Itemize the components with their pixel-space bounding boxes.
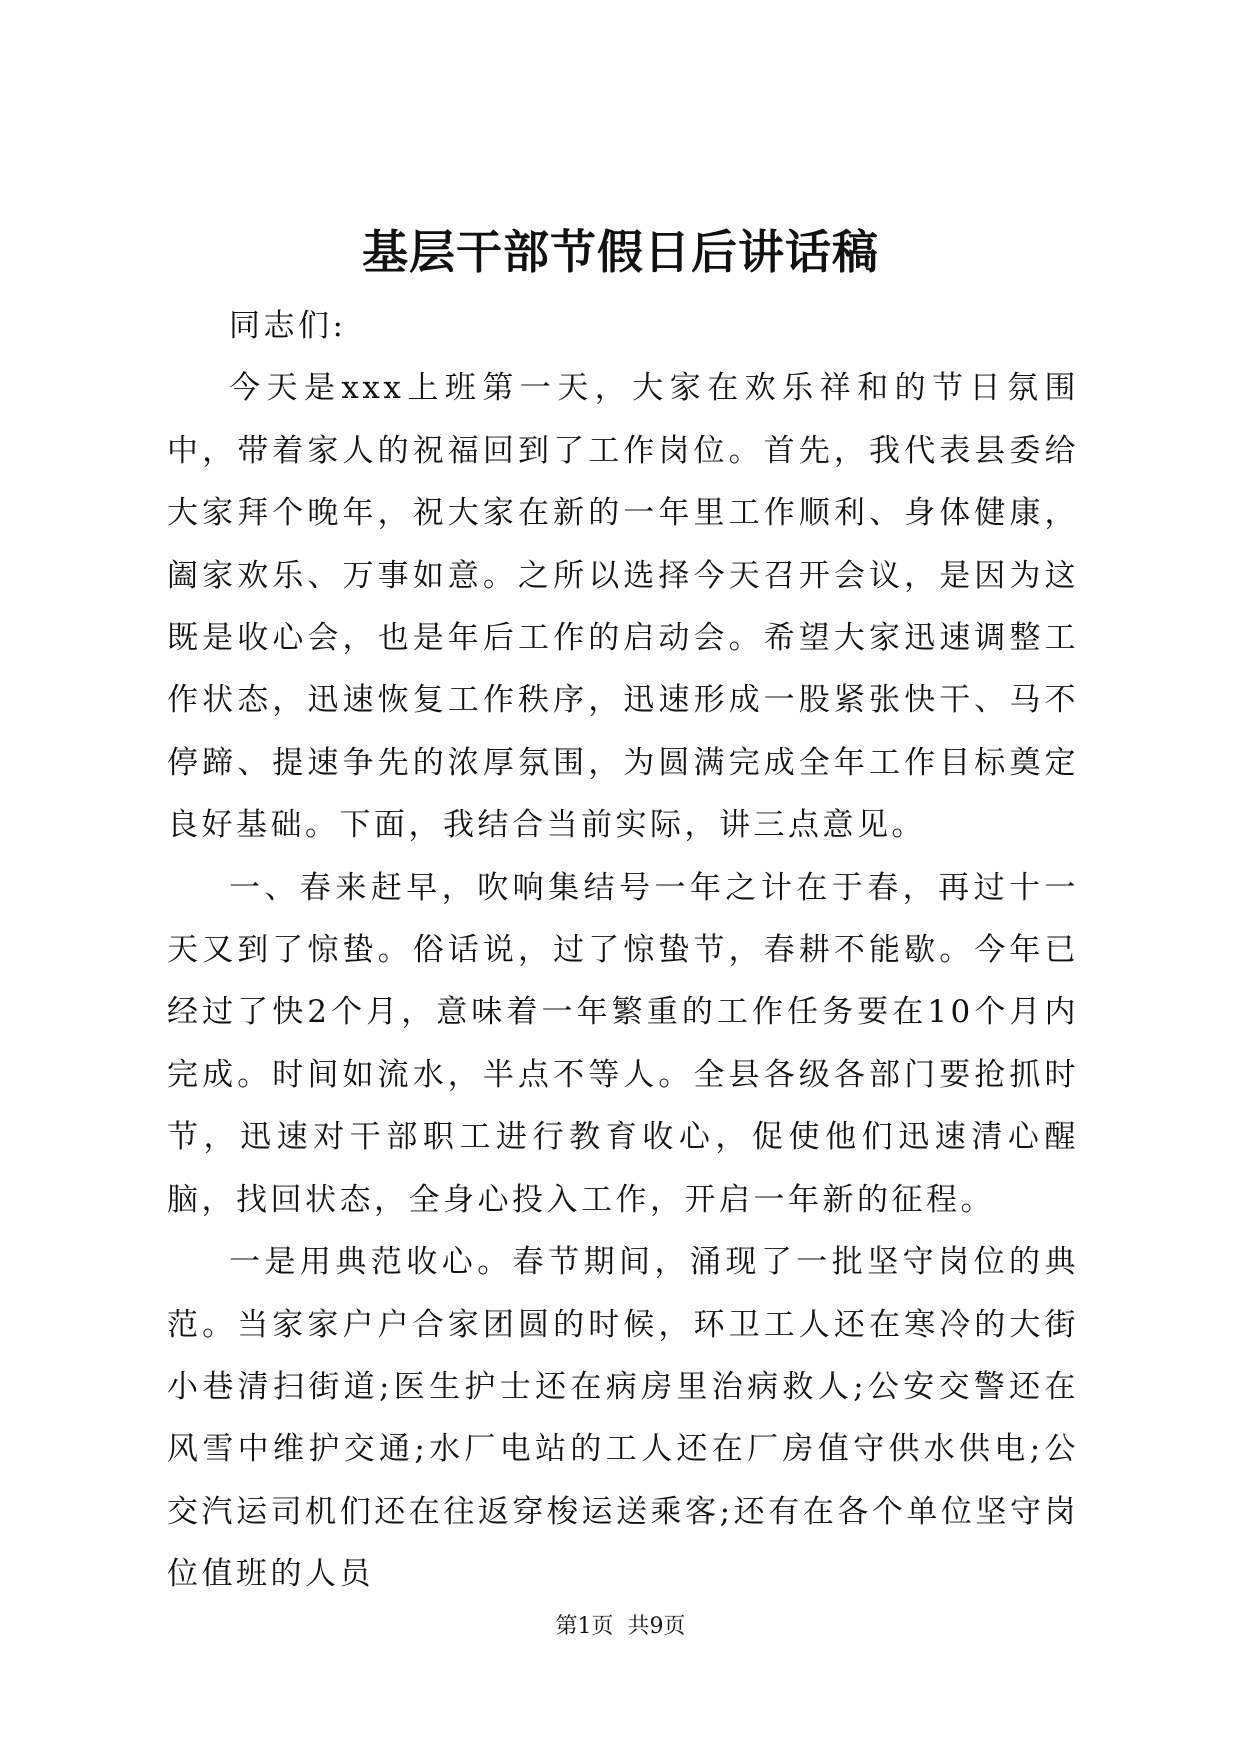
section-one-paragraph: 一、春来赶早，吹响集结号一年之计在于春，再过十一天又到了惊蛰。俗话说，过了惊蛰节，春耕不能歇。今年已经过了快2个月，意味着一年繁重的工作任务要在10个月内完成。时间如流水，半点不等人。全县各级各部门要抢抓时节，迅速对干部职工进行教育收心，促使他们迅速清心醒脑，找回状态，全身心投入工作，开启一年新的征程。: [167, 869, 1079, 1218]
salutation-paragraph: 同志们:: [229, 308, 347, 344]
page-number: 第1页: [555, 1614, 614, 1639]
page-total: 共9页: [627, 1614, 686, 1639]
document-body: [167, 295, 1079, 1606]
point-one-paragraph: 一是用典范收心。春节期间，涌现了一批坚守岗位的典范。当家家户户合家团圆的时候，环卫工人还在寒冷的大街小巷清扫街道;医生护士还在病房里治病救人;公安交警还在风雪中维护交通;水厂电站的工人还在厂房值守供水供电;公交汽运司机们还在往返穿梭运送乘客;还有在各个单位坚守岗位值班的人员: [167, 1244, 1079, 1593]
document-title: 基层干部节假日后讲话稿: [362, 225, 879, 279]
page-footer: [0, 1612, 1241, 1642]
intro-paragraph: 今天是xxx上班第一天，大家在欢乐祥和的节日氛围中，带着家人的祝福回到了工作岗位。首先，我代表县委给大家拜个晚年，祝大家在新的一年里工作顺利、身体健康，阖家欢乐、万事如意。之所以选择今天召开会议，是因为这既是收心会，也是年后工作的启动会。希望大家迅速调整工作状态，迅速恢复工作秩序，迅速形成一股紧张快干、马不停蹄、提速争先的浓厚氛围，为圆满完成全年工作目标奠定良好基础。下面，我结合当前实际，讲三点意见。: [167, 370, 1079, 844]
